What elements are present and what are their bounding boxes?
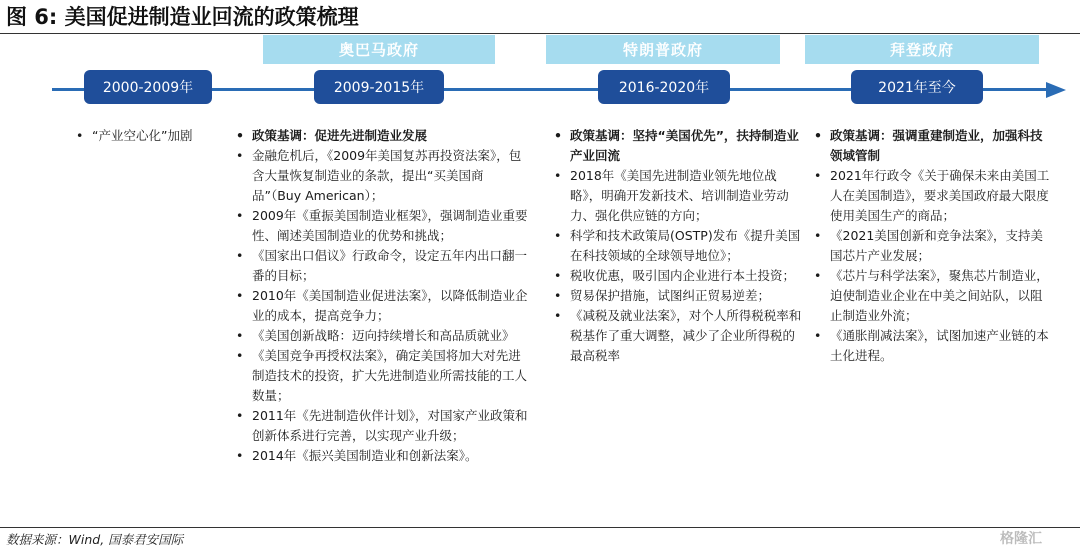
policy-item: • 2018年《美国先进制造业领先地位战略》，明确开发新技术、培训制造业劳动力、强化供应链的方向；: [550, 166, 804, 226]
period-2016-2020: 2016-2020年: [598, 70, 730, 104]
policy-item: • 金融危机后，《2009年美国复苏再投资法案》，包含大量恢复制造业的条款，提出“买美国商品”（Buy American）；: [232, 146, 532, 206]
policy-keynote: • 政策基调：坚持“美国优先”，扶持制造业产业回流: [550, 126, 804, 166]
policy-item: • 贸易保护措施，试图纠正贸易逆差；: [550, 286, 804, 306]
policy-item: • 《美国创新战略：迈向持续增长和高品质就业》: [232, 326, 532, 346]
source-note: 数据来源：Wind, 国泰君安国际: [6, 532, 184, 547]
watermark-logo: 格隆汇: [1000, 531, 1042, 547]
policy-list-trump: [550, 126, 804, 366]
policy-item: • 税收优惠，吸引国内企业进行本土投资；: [550, 266, 804, 286]
era-obama: 奥巴马政府: [263, 35, 495, 64]
policy-item: • 2010年《美国制造业促进法案》，以降低制造业企业的成本，提高竞争力；: [232, 286, 532, 326]
policy-item: • “产业空心化”加剧: [72, 126, 232, 146]
policy-list-biden: [810, 126, 1054, 366]
figure-title: 图 6: 美国促进制造业回流的政策梳理: [6, 5, 359, 29]
policy-item: • 《通胀削减法案》，试图加速产业链的本土化进程。: [810, 326, 1054, 366]
policy-item: • 2009年《重振美国制造业框架》，强调制造业重要性、阐述美国制造业的优势和挑战；: [232, 206, 532, 246]
policy-item: • 《国家出口倡议》行政命令，设定五年内出口翻一番的目标；: [232, 246, 532, 286]
policy-item: • 科学和技术政策局(OSTP)发布《提升美国在科技领域的全球领导地位》；: [550, 226, 804, 266]
policy-item: • 《减税及就业法案》，对个人所得税税率和税基作了重大调整，减少了企业所得税的最高税率: [550, 306, 804, 366]
policy-list-2000-2009: [72, 126, 232, 146]
footer-rule: [0, 527, 1080, 528]
policy-keynote: • 政策基调：强调重建制造业，加强科技领域管制: [810, 126, 1054, 166]
title-rule: [0, 33, 1080, 34]
policy-item: • 2014年《振兴美国制造业和创新法案》。: [232, 446, 532, 466]
policy-item: • 《芯片与科学法案》，聚焦芯片制造业，迫使制造业企业在中美之间站队，以阻止制造业外流；: [810, 266, 1054, 326]
policy-item: • 2021年行政令《关于确保未来由美国工人在美国制造》，要求美国政府最大限度使用美国生产的商品；: [810, 166, 1054, 226]
period-2000-2009: 2000-2009年: [84, 70, 212, 104]
policy-item: • 2011年《先进制造伙伴计划》，对国家产业政策和创新体系进行完善，以实现产业升级；: [232, 406, 532, 446]
policy-item: • 《2021美国创新和竞争法案》，支持美国芯片产业发展；: [810, 226, 1054, 266]
era-biden: 拜登政府: [805, 35, 1039, 64]
policy-list-obama: [232, 126, 532, 466]
timeline-arrow-icon: [1046, 82, 1066, 98]
period-2021-now: 2021年至今: [851, 70, 983, 104]
era-trump: 特朗普政府: [546, 35, 780, 64]
period-2009-2015: 2009-2015年: [314, 70, 444, 104]
policy-item: • 《美国竞争再授权法案》，确定美国将加大对先进制造技术的投资，扩大先进制造业所需技能的工人数量；: [232, 346, 532, 406]
policy-keynote: • 政策基调：促进先进制造业发展: [232, 126, 532, 146]
